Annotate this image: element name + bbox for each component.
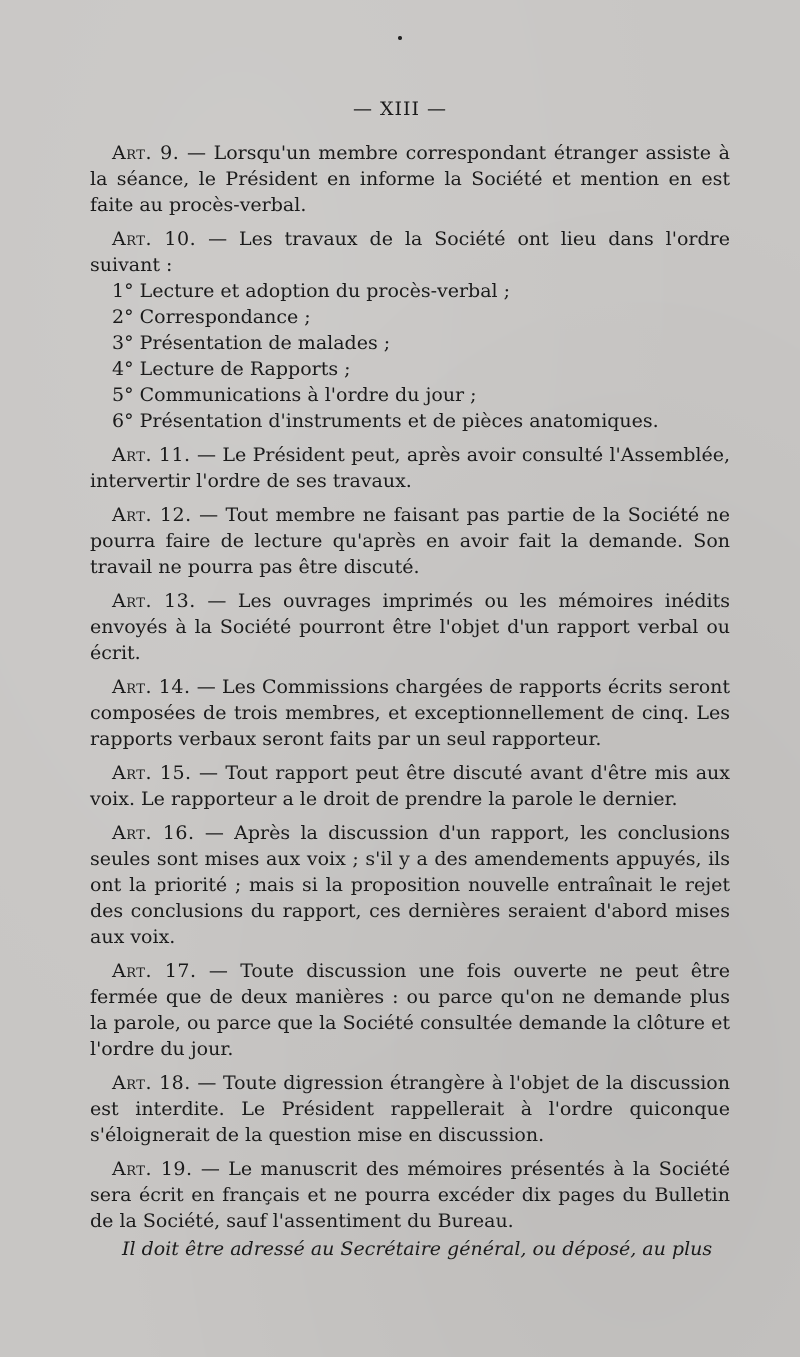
list-item: 6° Présentation d'instruments et de pièces anatomiques. bbox=[112, 410, 659, 432]
closing-italic-line: Il doit être adressé au Secrétaire général, ou déposé, au plus bbox=[122, 1238, 713, 1260]
article-label: Art. 13. bbox=[112, 590, 196, 612]
article-text: — Le manuscrit des mémoires présentés à la Société sera écrit en français et ne pourra excéder dix pages du Bulletin de la Société, sauf l'assentiment du Bureau. bbox=[90, 1158, 730, 1232]
article-16 bbox=[90, 820, 730, 950]
article-text: — Les ouvrages imprimés ou les mémoires inédits envoyés à la Société pourront être l'objet d'un rapport verbal ou écrit. bbox=[90, 590, 730, 664]
article-label: Art. 10. bbox=[112, 228, 197, 250]
article-label: Art. 19. bbox=[112, 1158, 193, 1180]
article-text: — Le Président peut, après avoir consulté l'Assemblée, intervertir l'ordre de ses travaux. bbox=[90, 444, 731, 492]
article-text: — Tout rapport peut être discuté avant d'être mis aux voix. Le rapporteur a le droit de prendre la parole le dernier. bbox=[90, 762, 730, 810]
article-13 bbox=[90, 588, 730, 666]
article-label: Art. 11. bbox=[112, 444, 191, 466]
article-label: Art. 17. bbox=[112, 960, 197, 982]
article-15 bbox=[90, 760, 730, 812]
list-item: 1° Lecture et adoption du procès-verbal ; bbox=[112, 280, 511, 302]
article-text: — Toute digression étrangère à l'objet de la discussion est interdite. Le Président rappellerait à l'ordre quiconque s'éloignerait de la question mise en discussion. bbox=[90, 1072, 730, 1146]
list-item: 4° Lecture de Rapports ; bbox=[112, 358, 351, 380]
article-label: Art. 12. bbox=[112, 504, 192, 526]
ink-speck bbox=[398, 36, 402, 40]
article-9 bbox=[90, 140, 730, 218]
article-text: — Les Commissions chargées de rapports écrits seront composées de trois membres, et exceptionnellement de cinq. Les rapports verbaux seront faits par un seul rapporteur. bbox=[90, 676, 731, 750]
list-item: 5° Communications à l'ordre du jour ; bbox=[112, 384, 477, 406]
article-11 bbox=[90, 442, 730, 494]
list-item: 2° Correspondance ; bbox=[112, 306, 311, 328]
order-of-business-list bbox=[90, 278, 730, 434]
article-label: Art. 14. bbox=[112, 676, 191, 698]
article-17 bbox=[90, 958, 730, 1062]
article-18 bbox=[90, 1070, 730, 1148]
article-12 bbox=[90, 502, 730, 580]
article-14 bbox=[90, 674, 730, 752]
article-label: Art. 18. bbox=[112, 1072, 191, 1094]
article-label: Art. 9. bbox=[112, 142, 180, 164]
article-text: — Tout membre ne faisant pas partie de la Société ne pourra faire de lecture qu'après en avoir fait la demande. Son travail ne pourra pas être discuté. bbox=[90, 504, 731, 578]
article-19 bbox=[90, 1156, 730, 1234]
regulations-text bbox=[90, 140, 730, 1262]
article-label: Art. 16. bbox=[112, 822, 195, 844]
article-text: — Toute discussion une fois ouverte ne peut être fermée que de deux manières : ou parce qu'on ne demande plus la parole, ou parce que la Société consultée demande la clôture et l'ordre du jour. bbox=[90, 960, 731, 1060]
article-text: — Après la discussion d'un rapport, les conclusions seules sont mises aux voix ; s'il y a des amendements appuyés, ils ont la priorité ; mais si la proposition nouvelle entraînait le rejet des conclusions du rapport, ces dernières seraient d'abord mises aux voix. bbox=[90, 822, 730, 948]
list-item: 3° Présentation de malades ; bbox=[112, 332, 391, 354]
article-10 bbox=[90, 226, 730, 278]
article-text: — Les travaux de la Société ont lieu dans l'ordre suivant : bbox=[90, 228, 730, 276]
page-number: — XIII — bbox=[352, 98, 448, 120]
article-text: — Lorsqu'un membre correspondant étranger assiste à la séance, le Président en informe la Société et mention en est faite au procès-verbal. bbox=[90, 142, 730, 216]
article-label: Art. 15. bbox=[112, 762, 192, 784]
